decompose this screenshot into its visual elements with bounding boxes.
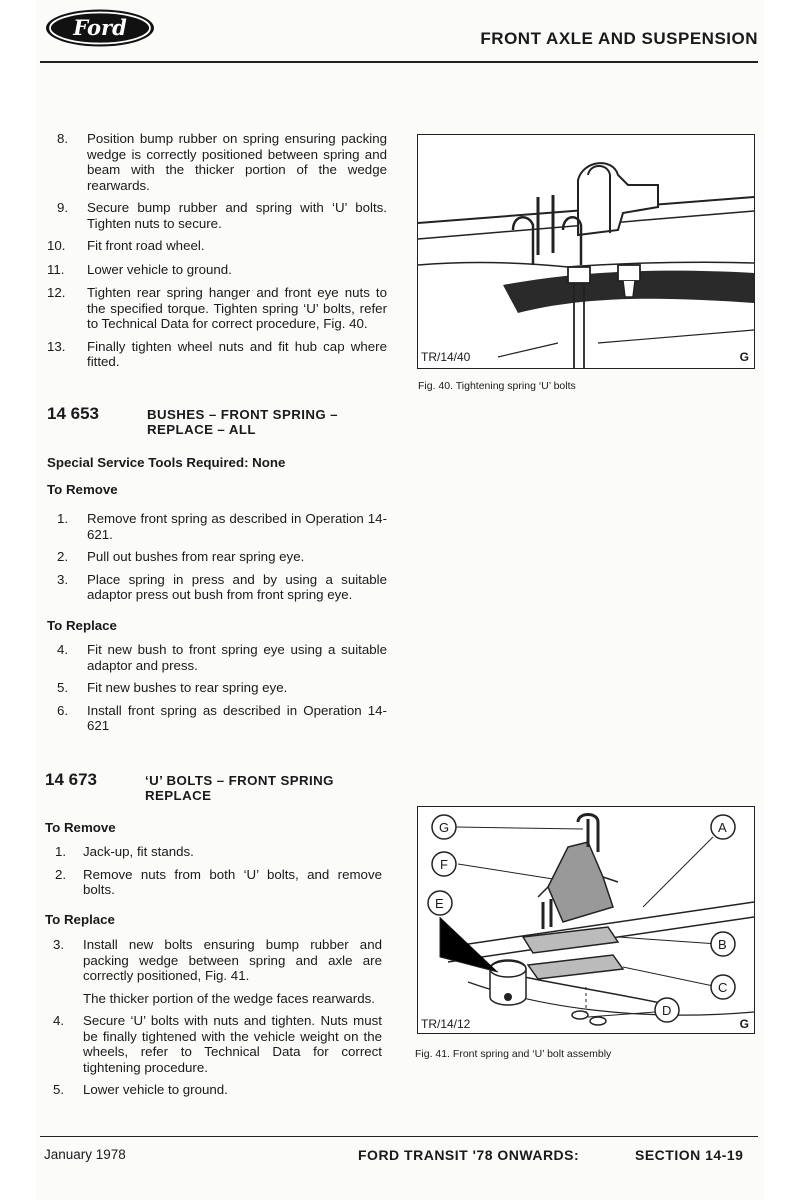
step-note: The thicker portion of the wedge faces rearwards. [83, 990, 375, 1006]
svg-text:Ford: Ford [73, 15, 127, 40]
step-number: 3. [53, 937, 65, 952]
step-text: Pull out bushes from rear spring eye. [87, 549, 305, 564]
step-number: 1. [55, 844, 67, 859]
section-heading-653 [47, 404, 387, 437]
step-text: Lower vehicle to ground. [87, 261, 232, 277]
replace-steps-673 [45, 937, 382, 1098]
figure-mark: G [739, 1017, 749, 1031]
front-spring-assembly-illustration [418, 807, 754, 1033]
list-item [45, 937, 382, 984]
footer-divider [40, 1136, 758, 1137]
step-text: Position bump rubber on spring ensuring packing wedge is correctly positioned between spring and beam with the thicker portion of the wedge rearwards. [87, 131, 387, 193]
operation-title-line: ‘U’ BOLTS – FRONT SPRING [145, 773, 334, 788]
step-number: 5. [53, 1082, 65, 1097]
step-text: Fit front road wheel. [87, 238, 205, 253]
step-number: 2. [55, 866, 67, 882]
remove-steps-673 [45, 844, 382, 898]
list-item [47, 200, 387, 231]
list-item [47, 511, 387, 542]
to-remove-heading: To Remove [45, 820, 116, 835]
bleed-through-text [230, 34, 430, 48]
operation-title-line: REPLACE [145, 788, 212, 803]
list-item [45, 844, 382, 860]
figure-reference-label: TR/14/12 [421, 1017, 471, 1031]
figure-41-caption: Fig. 41. Front spring and ‘U’ bolt assembly [415, 1048, 612, 1060]
step-text: Secure ‘U’ bolts with nuts and tighten. Nuts must be finally tightened with the vehicle weight on the wheels, refer to Technical Data for correct tightening procedure. [83, 1013, 382, 1075]
step-number: 9. [57, 200, 69, 215]
list-item [47, 339, 387, 370]
list-item [47, 285, 387, 332]
section-number: SECTION 14-19 [635, 1147, 744, 1163]
list-item [47, 572, 387, 603]
to-replace-heading: To Replace [47, 618, 117, 633]
list-item [47, 549, 387, 565]
step-text: Jack-up, fit stands. [83, 844, 194, 859]
step-number: 13. [47, 338, 66, 354]
figure-mark: G [739, 350, 749, 364]
ford-logo [44, 8, 156, 48]
step-text: Place spring in press and by using a suitable adaptor press out bush from front spring eye. [87, 571, 387, 602]
section-heading-673 [45, 770, 385, 803]
figure-reference-label: TR/14/40 [421, 350, 471, 364]
list-item [45, 1082, 382, 1098]
step-number: 4. [53, 1013, 65, 1028]
step-number: 2. [57, 549, 69, 564]
step-number: 3. [57, 571, 69, 587]
list-item [47, 262, 387, 278]
step-number: 10. [47, 238, 66, 253]
remove-steps-653 [47, 511, 387, 603]
step-text: Fit new bushes to rear spring eye. [87, 680, 288, 695]
step-number: 8. [57, 131, 69, 146]
list-item [47, 642, 387, 673]
step-text: Tighten rear spring hanger and front eye nuts to the specified torque. Tighten spring ‘U’ bolts, refer to Technical Data for correct procedure, Fig. 40. [87, 285, 387, 331]
step-text: Lower vehicle to ground. [83, 1082, 228, 1097]
step-number: 6. [57, 702, 69, 718]
callout-g: G [439, 820, 450, 835]
step-text: Secure bump rubber and spring with ‘U’ bolts. Tighten nuts to secure. [87, 200, 387, 231]
to-replace-heading: To Replace [45, 912, 115, 927]
to-remove-heading: To Remove [47, 482, 118, 497]
step-text: Install new bolts ensuring bump rubber and packing wedge between spring and axle are correctly positioned, Fig. 41. [83, 937, 382, 983]
replace-steps-653 [47, 642, 387, 734]
step-number: 5. [57, 680, 69, 695]
operation-title-line: REPLACE – ALL [147, 422, 256, 437]
publication-date: January 1978 [44, 1147, 126, 1162]
callout-a: A [718, 820, 727, 835]
step-number: 4. [57, 642, 69, 657]
page-title: FRONT AXLE AND SUSPENSION [480, 29, 758, 48]
callout-f: F [440, 857, 448, 872]
list-item [47, 131, 387, 193]
list-item [47, 680, 387, 696]
special-tools-note: Special Service Tools Required: None [47, 455, 286, 470]
callout-c: C [718, 980, 728, 995]
step-text: Fit new bush to front spring eye using a suitable adaptor and press. [87, 642, 387, 673]
step-number: 11. [47, 261, 65, 277]
operation-code: 14 653 [47, 404, 99, 423]
spring-u-bolt-illustration [418, 135, 754, 368]
list-item [45, 867, 382, 898]
operation-title [145, 770, 334, 803]
callout-e: E [435, 896, 444, 911]
operation-title-line: BUSHES – FRONT SPRING – [147, 407, 338, 422]
list-item [45, 1013, 382, 1075]
callout-b: B [718, 937, 727, 952]
step-text: Remove front spring as described in Operation 14-621. [87, 511, 387, 542]
vehicle-model: FORD TRANSIT '78 ONWARDS: [358, 1147, 580, 1163]
figure-40 [417, 134, 755, 369]
list-item [47, 703, 387, 734]
operation-title [147, 404, 338, 437]
callout-d: D [662, 1003, 672, 1018]
step-number: 12. [47, 285, 66, 300]
operation-code: 14 673 [45, 770, 97, 789]
intro-steps [47, 131, 387, 370]
step-text: Finally tighten wheel nuts and fit hub cap where fitted. [87, 338, 387, 369]
step-text: Install front spring as described in Operation 14-621 [87, 702, 387, 733]
list-item [47, 238, 387, 254]
figure-41 [417, 806, 755, 1034]
header-divider [40, 61, 758, 63]
figure-40-caption: Fig. 40. Tightening spring ‘U’ bolts [418, 380, 576, 392]
step-text: Remove nuts from both ‘U’ bolts, and remove bolts. [83, 866, 382, 897]
step-number: 1. [57, 511, 69, 526]
